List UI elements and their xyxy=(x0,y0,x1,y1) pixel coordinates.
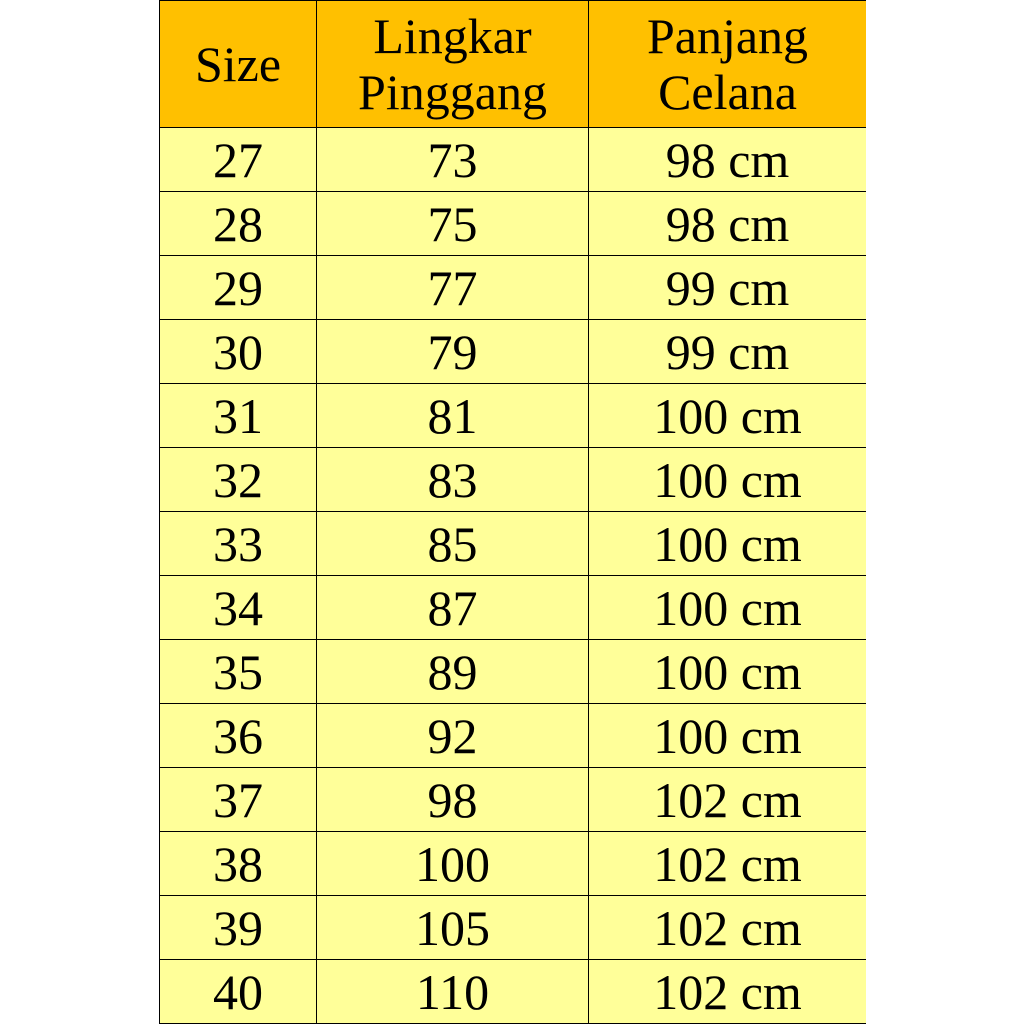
header-row xyxy=(160,1,867,128)
cell-size: 36 xyxy=(160,704,317,768)
table-row xyxy=(160,192,867,256)
header-waist-circumference: Lingkar Pinggang xyxy=(317,1,589,128)
cell-waist: 89 xyxy=(317,640,589,704)
cell-waist: 81 xyxy=(317,384,589,448)
size-table xyxy=(159,0,866,1024)
table-row xyxy=(160,512,867,576)
cell-size: 29 xyxy=(160,256,317,320)
cell-waist: 83 xyxy=(317,448,589,512)
table-row xyxy=(160,896,867,960)
cell-length: 100 cm xyxy=(589,640,867,704)
cell-size: 39 xyxy=(160,896,317,960)
table-row xyxy=(160,832,867,896)
cell-waist: 110 xyxy=(317,960,589,1024)
cell-size: 32 xyxy=(160,448,317,512)
cell-waist: 87 xyxy=(317,576,589,640)
table-row xyxy=(160,256,867,320)
cell-waist: 105 xyxy=(317,896,589,960)
cell-length: 102 cm xyxy=(589,960,867,1024)
cell-waist: 75 xyxy=(317,192,589,256)
cell-size: 35 xyxy=(160,640,317,704)
cell-waist: 98 xyxy=(317,768,589,832)
table-row xyxy=(160,768,867,832)
cell-size: 31 xyxy=(160,384,317,448)
cell-waist: 92 xyxy=(317,704,589,768)
table-row xyxy=(160,128,867,192)
cell-length: 100 cm xyxy=(589,704,867,768)
cell-length: 99 cm xyxy=(589,320,867,384)
cell-length: 98 cm xyxy=(589,128,867,192)
cell-waist: 79 xyxy=(317,320,589,384)
cell-waist: 73 xyxy=(317,128,589,192)
cell-size: 37 xyxy=(160,768,317,832)
size-chart xyxy=(159,0,866,1024)
table-row xyxy=(160,960,867,1024)
cell-length: 100 cm xyxy=(589,576,867,640)
cell-length: 99 cm xyxy=(589,256,867,320)
header-size: Size xyxy=(160,1,317,128)
table-row xyxy=(160,320,867,384)
cell-waist: 100 xyxy=(317,832,589,896)
cell-size: 40 xyxy=(160,960,317,1024)
cell-waist: 77 xyxy=(317,256,589,320)
cell-length: 102 cm xyxy=(589,768,867,832)
cell-length: 100 cm xyxy=(589,384,867,448)
cell-length: 98 cm xyxy=(589,192,867,256)
cell-size: 28 xyxy=(160,192,317,256)
cell-waist: 85 xyxy=(317,512,589,576)
table-row xyxy=(160,640,867,704)
table-row xyxy=(160,384,867,448)
table-row xyxy=(160,704,867,768)
cell-size: 27 xyxy=(160,128,317,192)
cell-length: 100 cm xyxy=(589,448,867,512)
cell-size: 30 xyxy=(160,320,317,384)
cell-size: 38 xyxy=(160,832,317,896)
cell-size: 34 xyxy=(160,576,317,640)
cell-size: 33 xyxy=(160,512,317,576)
cell-length: 100 cm xyxy=(589,512,867,576)
header-pants-length: Panjang Celana xyxy=(589,1,867,128)
table-row xyxy=(160,576,867,640)
cell-length: 102 cm xyxy=(589,896,867,960)
table-row xyxy=(160,448,867,512)
cell-length: 102 cm xyxy=(589,832,867,896)
